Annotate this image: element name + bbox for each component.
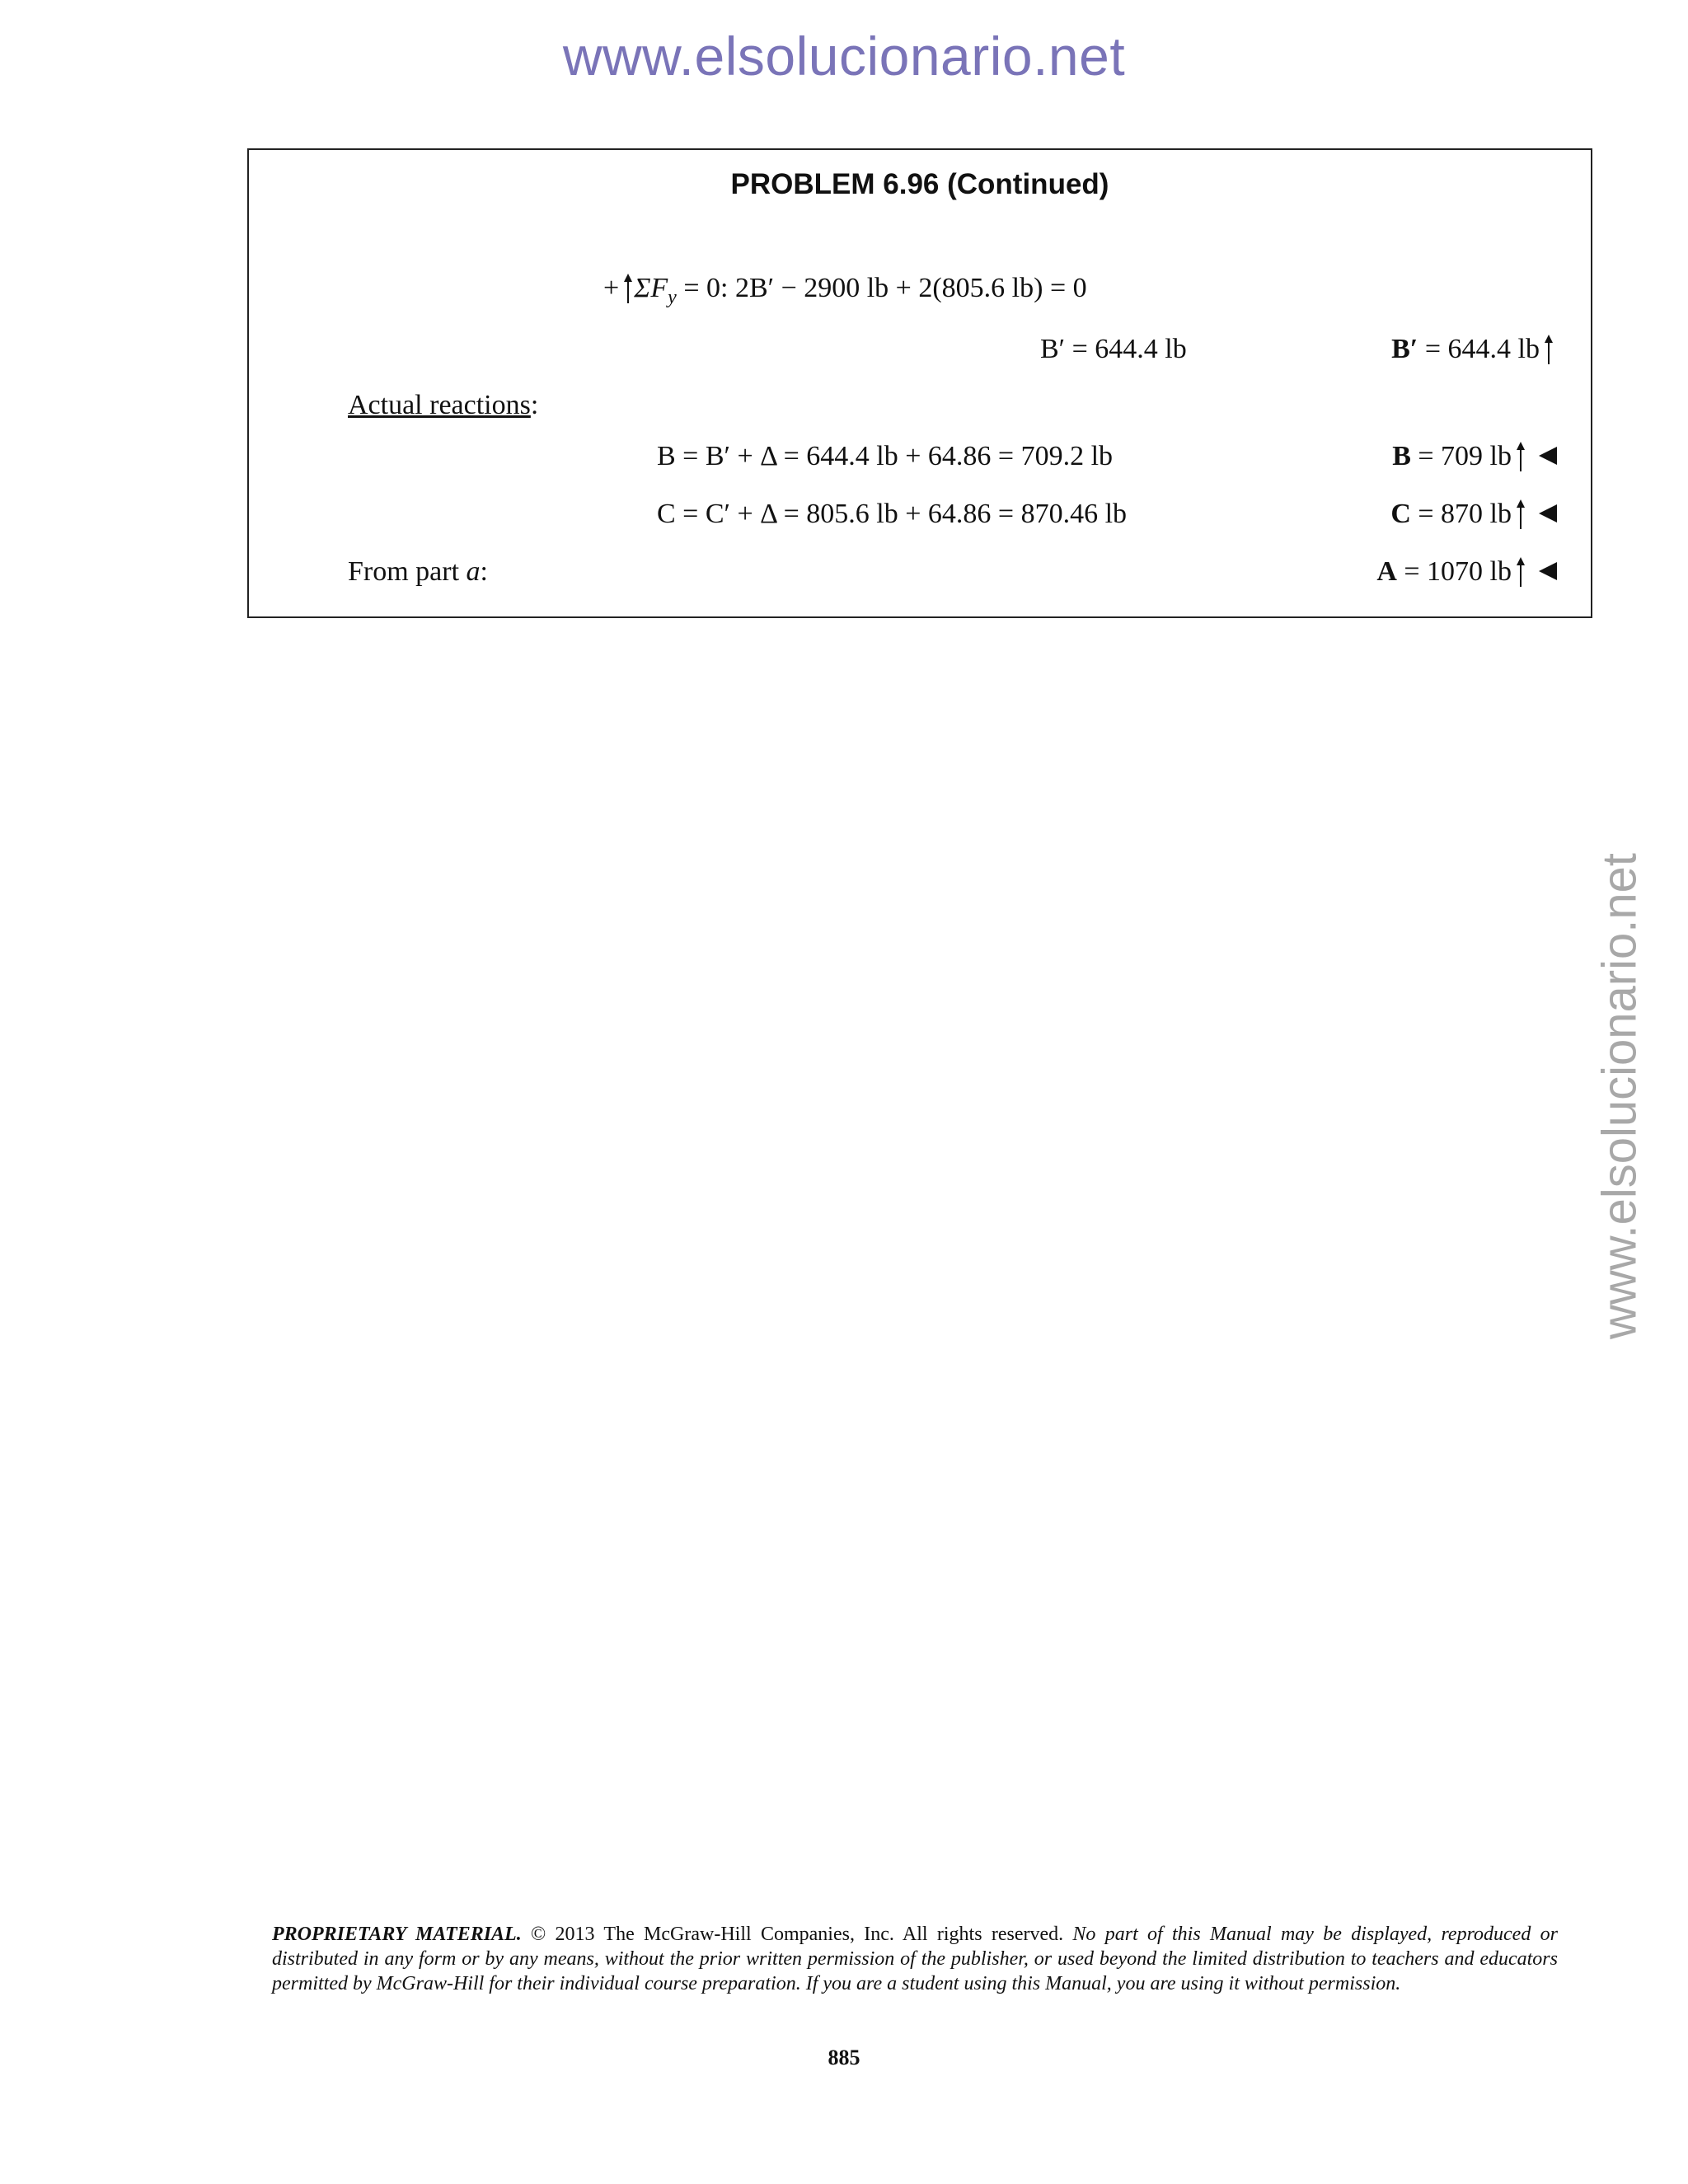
from-part-label: From part — [348, 556, 467, 587]
colon: : — [530, 390, 539, 420]
b-answer — [1392, 440, 1558, 473]
b-prime-value: = 644.4 lb — [1418, 334, 1540, 364]
c-equation: C = C′ + Δ = 805.6 lb + 64.86 = 870.46 lb — [657, 499, 1128, 529]
up-arrow-icon — [1543, 333, 1554, 366]
solution-box — [247, 148, 1592, 618]
a-value: = 1070 lb — [1396, 556, 1512, 587]
c-symbol: C — [1390, 499, 1411, 529]
up-arrow-icon — [1515, 498, 1526, 531]
colon: : — [480, 556, 488, 587]
a-answer — [1376, 555, 1558, 588]
b-prime-result — [1391, 333, 1554, 366]
page-number: 885 — [828, 2046, 860, 2069]
c-value: = 870 lb — [1410, 499, 1512, 529]
left-triangle-icon — [1538, 561, 1558, 581]
sum-symbol: ΣF — [634, 273, 668, 303]
proprietary-label: PROPRIETARY MATERIAL. — [272, 1924, 522, 1945]
up-arrow-icon — [1515, 555, 1526, 588]
up-arrow-icon — [622, 272, 634, 305]
b-value: = 709 lb — [1410, 441, 1512, 471]
watermark-side: www.elsolucionario.net — [1592, 853, 1647, 1339]
equilibrium-equation — [603, 272, 1087, 314]
c-answer — [1390, 498, 1558, 531]
usage-notice: No part of this Manual may be displayed, reproduced or distributed in any form or by any means, without the prior written permission of the publisher, or used beyond the limited distribution to teachers and educators permitted by McGraw-Hill for their individual course preparation. If you are a student using this Manual, you are using it without permission. — [272, 1924, 1558, 1994]
b-prime-symbol: B′ — [1391, 334, 1418, 364]
b-symbol: B — [1392, 441, 1411, 471]
left-triangle-icon — [1538, 446, 1558, 466]
subscript-y: y — [668, 286, 677, 308]
part-letter: a — [466, 556, 481, 587]
copyright-text: © 2013 The McGraw-Hill Companies, Inc. All rights reserved. — [521, 1924, 1073, 1945]
a-symbol: A — [1376, 556, 1397, 587]
sign: + — [603, 273, 620, 303]
b-prime-calc: B′ = 644.4 lb — [1040, 334, 1187, 364]
equation-rest: = 0: 2B′ − 2900 lb + 2(805.6 lb) = 0 — [676, 273, 1087, 303]
watermark-top: www.elsolucionario.net — [562, 26, 1126, 87]
copyright-notice — [272, 1922, 1558, 1996]
problem-title: PROBLEM 6.96 (Continued) — [730, 168, 1109, 200]
up-arrow-icon — [1515, 440, 1526, 473]
from-part-a — [348, 555, 488, 588]
actual-reactions-label: Actual reactions — [348, 390, 531, 420]
actual-reactions-heading — [348, 389, 538, 422]
b-equation: B = B′ + Δ = 644.4 lb + 64.86 = 709.2 lb — [657, 441, 1114, 471]
left-triangle-icon — [1538, 504, 1558, 523]
